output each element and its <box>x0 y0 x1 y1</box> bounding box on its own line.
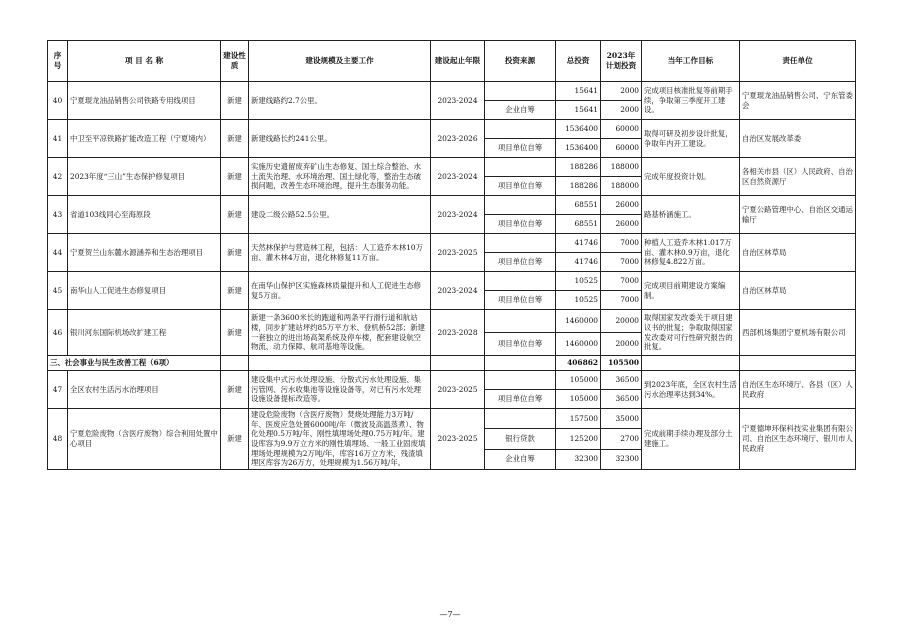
row-nature: 新建 <box>221 272 249 310</box>
row-years: 2023-2024 <box>431 82 485 120</box>
row-target: 取得可研及初步设计批复，争取年内开工建设。 <box>642 120 740 158</box>
row-source: 项目单位自筹 <box>485 253 556 272</box>
table-row <box>48 82 856 101</box>
row-target: 取得国家发改委关于项目建议书的批复；争取取得国家发改委对可行性研究报告的批复。 <box>642 310 740 356</box>
row-target: 完成项目前期建设方案编制。 <box>642 272 740 310</box>
row-total: 1536400 <box>556 139 601 158</box>
header-seq: 序号 <box>48 41 68 82</box>
table-row <box>48 272 856 291</box>
row-target: 到2023年底，全区农村生活污水治理率达到34%。 <box>642 371 740 409</box>
header-target: 当年工作目标 <box>642 41 740 82</box>
row-years: 2023-2025 <box>431 371 485 409</box>
row-target: 完成前期手续办理及部分土建施工。 <box>642 409 740 470</box>
row-seq: 41 <box>48 120 68 158</box>
row-plan: 20000 <box>601 333 642 356</box>
row-scale: 天然林保护与营造林工程，包括：人工造乔木林10万亩、灌木林4万亩，退化林修复11万亩。 <box>249 234 431 272</box>
row-nature: 新建 <box>221 196 249 234</box>
row-total-sum: 10525 <box>556 272 601 291</box>
row-plan: 2700 <box>601 429 642 449</box>
row-name: 南华山人工促进生态修复项目 <box>68 272 221 310</box>
row-seq: 43 <box>48 196 68 234</box>
project-table <box>47 40 856 470</box>
row-plan: 26000 <box>601 215 642 234</box>
row-seq: 40 <box>48 82 68 120</box>
row-nature: 新建 <box>221 234 249 272</box>
row-total: 1460000 <box>556 333 601 356</box>
section-total: 406862 <box>556 356 601 371</box>
row-seq: 48 <box>48 409 68 470</box>
row-target: 完成项目核准批复等前期手续，争取第三季度开工建设。 <box>642 82 740 120</box>
row-name: 全区农村生活污水治理项目 <box>68 371 221 409</box>
row-total-sum: 41746 <box>556 234 601 253</box>
row-source: 项目单位自筹 <box>485 333 556 356</box>
row-source: 项目单位自筹 <box>485 215 556 234</box>
row-plan-sum: 188000 <box>601 158 642 177</box>
header-years: 建设起止年限 <box>431 41 485 82</box>
row-scale: 建设二级公路52.5公里。 <box>249 196 431 234</box>
header-scale: 建设规模及主要工作 <box>249 41 431 82</box>
row-name: 2023年度“三山”生态保护修复项目 <box>68 158 221 196</box>
table-row <box>48 158 856 177</box>
row-years: 2023-2024 <box>431 158 485 196</box>
row-unit: 各相关市县（区）人民政府、自治区自然资源厅 <box>740 158 856 196</box>
row-plan: 36500 <box>601 390 642 409</box>
row-total: 10525 <box>556 291 601 310</box>
row-unit: 自治区林草局 <box>740 272 856 310</box>
row-total: 15641 <box>556 101 601 120</box>
row-total-sum: 15641 <box>556 82 601 101</box>
row-plan: 2000 <box>601 101 642 120</box>
table-row <box>48 371 856 390</box>
row-source: 项目单位自筹 <box>485 177 556 196</box>
row-unit: 自治区林草局 <box>740 234 856 272</box>
row-source: 企业自筹 <box>485 101 556 120</box>
row-plan-sum: 35000 <box>601 409 642 429</box>
header-plan: 2023年计划投资 <box>601 41 642 82</box>
row-plan-sum: 60000 <box>601 120 642 139</box>
row-source: 项目单位自筹 <box>485 291 556 310</box>
row-unit: 宁夏公路管理中心、自治区交通运输厅 <box>740 196 856 234</box>
table-row <box>48 310 856 333</box>
row-years: 2023-2025 <box>431 234 485 272</box>
row-years: 2023-2026 <box>431 120 485 158</box>
row-total: 68551 <box>556 215 601 234</box>
row-total: 188286 <box>556 177 601 196</box>
page-number: —7— <box>439 610 461 619</box>
row-plan-sum: 7000 <box>601 234 642 253</box>
row-name: 银川河东国际机场改扩建工程 <box>68 310 221 356</box>
row-nature: 新建 <box>221 82 249 120</box>
row-plan-sum: 7000 <box>601 272 642 291</box>
row-plan-sum: 20000 <box>601 310 642 333</box>
row-years: 2023-2025 <box>431 409 485 470</box>
header-row <box>48 41 856 82</box>
row-plan: 7000 <box>601 291 642 310</box>
row-total-sum: 188286 <box>556 158 601 177</box>
row-target: 路基桥涵施工。 <box>642 196 740 234</box>
row-name: 宁夏危险废物（含医疗废物）综合利用处置中心项目 <box>68 409 221 470</box>
row-name: 宁夏琨龙油品销售公司铁路专用线项目 <box>68 82 221 120</box>
row-seq: 42 <box>48 158 68 196</box>
row-nature: 新建 <box>221 409 249 470</box>
row-plan-sum: 36500 <box>601 371 642 390</box>
header-name: 项 目 名 称 <box>68 41 221 82</box>
row-target: 完成年度投资计划。 <box>642 158 740 196</box>
row-plan: 7000 <box>601 253 642 272</box>
row-nature: 新建 <box>221 158 249 196</box>
table-row <box>48 234 856 253</box>
row-total: 105000 <box>556 390 601 409</box>
header-total: 总投资 <box>556 41 601 82</box>
row-source: 项目单位自筹 <box>485 139 556 158</box>
row-unit: 自治区生态环境厅、各县（区）人民政府 <box>740 371 856 409</box>
header-nature: 建设性质 <box>221 41 249 82</box>
row-seq: 47 <box>48 371 68 409</box>
row-total-sum: 1460000 <box>556 310 601 333</box>
row-total-sum: 68551 <box>556 196 601 215</box>
row-plan: 60000 <box>601 139 642 158</box>
row-total: 32300 <box>556 449 601 469</box>
row-seq: 44 <box>48 234 68 272</box>
row-name: 中卫至平凉铁路扩能改造工程（宁夏境内） <box>68 120 221 158</box>
row-scale: 新建线路长约241公里。 <box>249 120 431 158</box>
row-plan-sum: 26000 <box>601 196 642 215</box>
row-scale: 建设集中式污水处理设施、分散式污水处理设施、集污管网、污水收集池等设施设备等，对已有污水处理设施设备提标改造等。 <box>249 371 431 409</box>
row-plan-sum: 2000 <box>601 82 642 101</box>
row-scale: 在南华山保护区实施森林质量提升和人工促进生态修复5万亩。 <box>249 272 431 310</box>
row-source: 银行贷款 <box>485 429 556 449</box>
row-unit: 宁夏琨龙油品销售公司、宁东管委会 <box>740 82 856 120</box>
section-title: 三、社会事业与民生改善工程（6项） <box>48 356 221 371</box>
row-unit: 宁夏德坤环保科技实业集团有限公司、自治区生态环境厅、银川市人民政府 <box>740 409 856 470</box>
row-years: 2023-2028 <box>431 310 485 356</box>
row-name: 宁夏贺兰山东麓水源涵养和生态治理项目 <box>68 234 221 272</box>
row-target: 种植人工造乔木林1.017万亩、灌木林0.9万亩，退化林修复4.822万亩。 <box>642 234 740 272</box>
row-scale: 实施历史遗留废弃矿山生态修复、国土综合整治、水土流失治理、水环境治理、国土绿化等，整治生态破损问题，改善生态环境治理，提升生态服务功能。 <box>249 158 431 196</box>
row-nature: 新建 <box>221 120 249 158</box>
row-nature: 新建 <box>221 371 249 409</box>
header-unit: 责任单位 <box>740 41 856 82</box>
row-years: 2023-2024 <box>431 196 485 234</box>
row-unit: 自治区发展改革委 <box>740 120 856 158</box>
row-plan: 188000 <box>601 177 642 196</box>
section-row <box>48 356 856 371</box>
row-seq: 45 <box>48 272 68 310</box>
row-scale: 新建线路约2.7公里。 <box>249 82 431 120</box>
row-total-sum: 105000 <box>556 371 601 390</box>
row-scale: 新建一条3600米长的跑道和两条平行滑行道和航站楼，同步扩建站坪约85万平方米、登机桥52部；新建一套独立的进出场高架系统及停车楼，配套建设航空物流、动力保障、航司基地等设施。 <box>249 310 431 356</box>
row-years: 2023-2024 <box>431 272 485 310</box>
row-total-sum: 1536400 <box>556 120 601 139</box>
row-total-sum: 157500 <box>556 409 601 429</box>
row-nature: 新建 <box>221 310 249 356</box>
row-source: 项目单位自筹 <box>485 390 556 409</box>
row-total: 41746 <box>556 253 601 272</box>
section-plan: 105500 <box>601 356 642 371</box>
row-source: 企业自筹 <box>485 449 556 469</box>
row-scale: 建设危险废物（含医疗废物）焚烧处理能力3万吨/年、医废应急处置6000吨/年（微波及高温蒸煮）、物化处理0.5万吨/年、刚性填埋场处理0.75万吨/年。建设库容为9.9万立方米的刚性填埋场、一般工业固废填埋场处理规模为2万吨/年，库容16万立方米，残渣填埋区库容为26万方，处理规模为1.56万吨/年。 <box>249 409 431 470</box>
row-plan: 32300 <box>601 449 642 469</box>
table-row <box>48 409 856 429</box>
row-unit: 西部机场集团宁夏机场有限公司 <box>740 310 856 356</box>
table-row <box>48 196 856 215</box>
row-name: 省道103线同心至海原段 <box>68 196 221 234</box>
header-source: 投资来源 <box>485 41 556 82</box>
row-total: 125200 <box>556 429 601 449</box>
table-row <box>48 120 856 139</box>
row-seq: 46 <box>48 310 68 356</box>
